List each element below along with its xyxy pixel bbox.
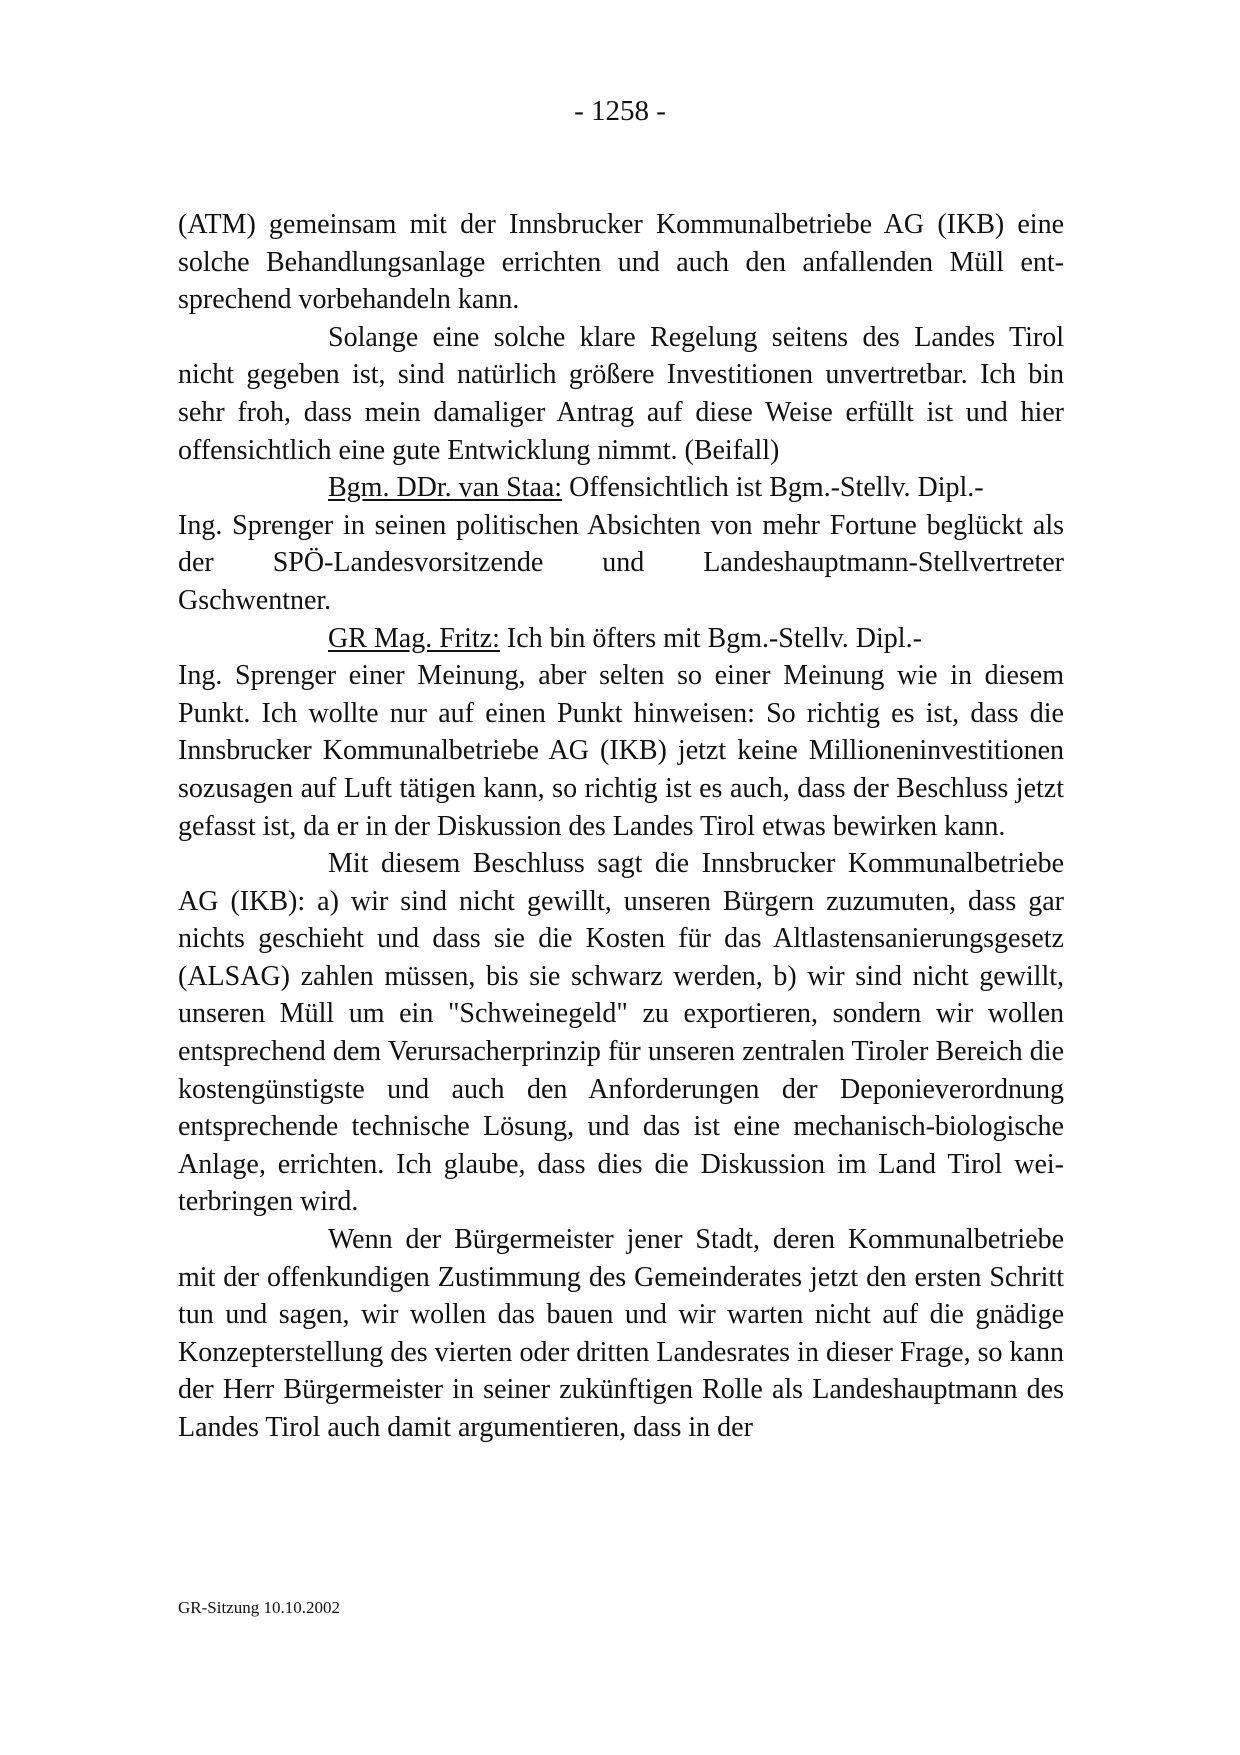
paragraph-5: Mit diesem Beschluss sagt die Innsbrucker Kommunalbetriebe AG (IKB): a) wir sind nicht gewillt, unseren Bürgern zuzumuten, dass gar nichts geschieht und dass sie die Kosten für das Altlastensanierungsgesetz (ALSAG) zahlen müssen, bis sie schwarz werden, b) wir sind nicht gewillt, unseren Müll um ein "Schweinegeld" zu exportieren, sondern wir wollen entsprechend dem Verursacherprinzip für unseren zentralen Tiroler Bereich die kostengünstigste und auch den Anforderungen der Deponieverordnung entsprechende technische Lösung, und das ist eine mechanisch-biologische Anlage, errichten. Ich glaube, dass dies die Diskussion im Land Tirol weiterbringen wird. [178, 848, 1064, 1218]
paragraph-3-text: Ing. Sprenger in seinen politischen Absichten von mehr Fortune beglückt als der SPÖ-Landesvorsitzende und Landeshauptmann-Stellvertreter Gschwentner. [178, 509, 1064, 616]
paragraph-3 [178, 469, 1064, 619]
paragraph-2: Solange eine solche klare Regelung seitens des Landes Tirol nicht gegeben ist, sind natürlich größere Investitionen unvertretbar. Ich bin sehr froh, dass mein damaliger Antrag auf diese Weise erfüllt ist und hier offensichtlich eine gute Entwicklung nimmt. (Beifall) [178, 321, 1064, 466]
document-body [178, 206, 1064, 1447]
speaker-lead: Offensichtlich ist Bgm.-Stellv. Dipl.- [562, 472, 984, 504]
paragraph-1: (ATM) gemeinsam mit der Innsbrucker Kommunalbetriebe AG (IKB) eine solche Behandlungsanlage errichten und auch den anfallenden Müll entsprechend vorbehandeln kann. [178, 209, 1064, 316]
paragraph-4-text: Ing. Sprenger einer Meinung, aber selten so einer Meinung wie in diesem Punkt. Ich wollte nur auf einen Punkt hinweisen: So richtig es ist, dass die Innsbrucker Kommunalbetriebe AG (IKB) jetzt keine Millioneninvestitionen sozusagen auf Luft tätigen kann, so richtig ist es auch, dass der Beschluss jetzt gefasst ist, da er in der Diskussion des Landes Tirol etwas bewirken kann. [178, 660, 1064, 842]
page-number: - 1258 - [574, 95, 666, 127]
speaker-line [178, 620, 1064, 658]
speaker-lead: Ich bin öfters mit Bgm.-Stellv. Dipl.- [499, 622, 922, 654]
speaker-name: Bgm. DDr. van Staa: [328, 472, 563, 504]
speaker-name: GR Mag. Fritz: [328, 622, 500, 654]
footer-session-date: GR-Sitzung 10.10.2002 [178, 1598, 340, 1617]
paragraph-4 [178, 620, 1064, 846]
speaker-line [178, 469, 1064, 507]
paragraph-6: Wenn der Bürgermeister jener Stadt, deren Kommunalbetriebe mit der offenkundigen Zustimmung des Gemeinderates jetzt den ersten Schritt tun und sagen, wir wollen das bauen und wir warten nicht auf die gnädige Konzepterstellung des vierten oder dritten Landesrates in dieser Frage, so kann der Herr Bürgermeister in seiner zukünftigen Rolle als Landeshauptmann des Landes Tirol auch damit argumentieren, dass in der [178, 1224, 1064, 1443]
